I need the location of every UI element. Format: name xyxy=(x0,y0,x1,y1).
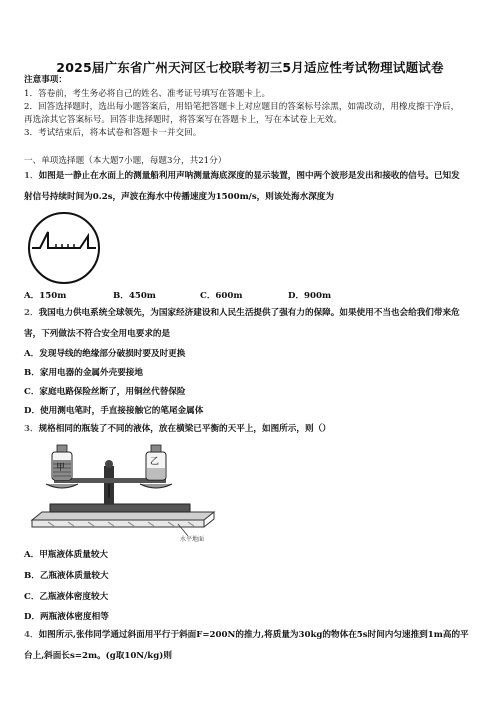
question-1-line-2: 射信号持续时间为0.2s，声波在海水中传播速度为1500m/s，则该处海水深度为 xyxy=(24,192,334,202)
q3-option-a: A．甲瓶液体质量较大 xyxy=(24,550,109,560)
left-bottle-label: 甲 xyxy=(56,463,66,473)
question-4-line-1: 4．如图所示,张伟同学通过斜面用平行于斜面F=200N的推力,将质量为30kg的物体在5s时间内匀速推到1m高的平 xyxy=(24,630,469,640)
q1-option-c: C．600m xyxy=(200,291,243,301)
question-3-line-1: 3．规格相同的瓶装了不同的液体，放在横梁已平衡的天平上，如图所示，则（） xyxy=(24,424,331,434)
q2-option-a: A．发现导线的绝缘部分破损时要及时更换 xyxy=(24,349,186,359)
question-4-line-2: 台上,斜面长s=2m。(g取10N/kg)则 xyxy=(24,651,172,661)
q2-option-d: D．使用测电笔时，手直接接触它的笔尾金属体 xyxy=(24,406,204,416)
q1-option-a: A．150m xyxy=(24,291,67,301)
notice-heading: 注意事项： xyxy=(24,75,67,85)
notice-item: 再选涂其它答案标号。回答非选择题时，将答案写在答题卡上，写在本试卷上无效。 xyxy=(24,115,342,125)
notice-item: 1．答卷前，考生务必将自己的姓名、准考证号填写在答题卡上。 xyxy=(24,89,271,99)
question-number: 4． xyxy=(24,630,39,640)
section-heading: 一、单项选择题（本大题7小题，每题3分，共21分） xyxy=(24,156,227,166)
question-2-line-2: 害，下列做法不符合安全用电要求的是 xyxy=(24,329,171,339)
question-number: 3． xyxy=(24,424,39,434)
question-number: 2． xyxy=(24,308,39,318)
q3-option-b: B．乙瓶液体质量较大 xyxy=(24,571,109,581)
q3-option-c: C．乙瓶液体密度较大 xyxy=(24,592,109,602)
q1-option-b: B．450m xyxy=(113,291,156,301)
q2-option-b: B．家用电器的金属外壳要接地 xyxy=(24,368,143,378)
q3-option-d: D．两瓶液体密度相等 xyxy=(24,612,109,622)
ground-label: 水平地面 xyxy=(180,536,205,542)
question-1-line-1: 1．如图是一静止在水面上的测量船利用声呐测量海底深度的显示装置，图中两个波形是发出和接收的信号。已知发 xyxy=(24,171,460,181)
question-number: 1． xyxy=(24,171,39,181)
right-bottle-label: 乙 xyxy=(150,457,160,467)
exam-title: 2025届广东省广州天河区七校联考初三5月适应性考试物理试题试卷 xyxy=(56,60,444,75)
question-2-line-1: 2．我国电力供电系统全球领先，为国家经济建设和人民生活提供了强有力的保障。如果使用不当也会给我们带来危 xyxy=(24,308,460,318)
sonar-display-figure xyxy=(26,210,102,286)
q1-option-d: D．900m xyxy=(288,291,332,301)
notice-item: 3．考试结束后，将本试卷和答题卡一并交回。 xyxy=(24,128,202,138)
notice-item: 2．回答选择题时，选出每小题答案后，用铅笔把答题卡上对应题目的答案标号涂黑，如需改动，用橡皮擦干净后， xyxy=(24,102,460,112)
balance-scale-figure xyxy=(28,442,218,542)
q2-option-c: C．家庭电路保险丝断了，用铜丝代替保险 xyxy=(24,387,186,397)
